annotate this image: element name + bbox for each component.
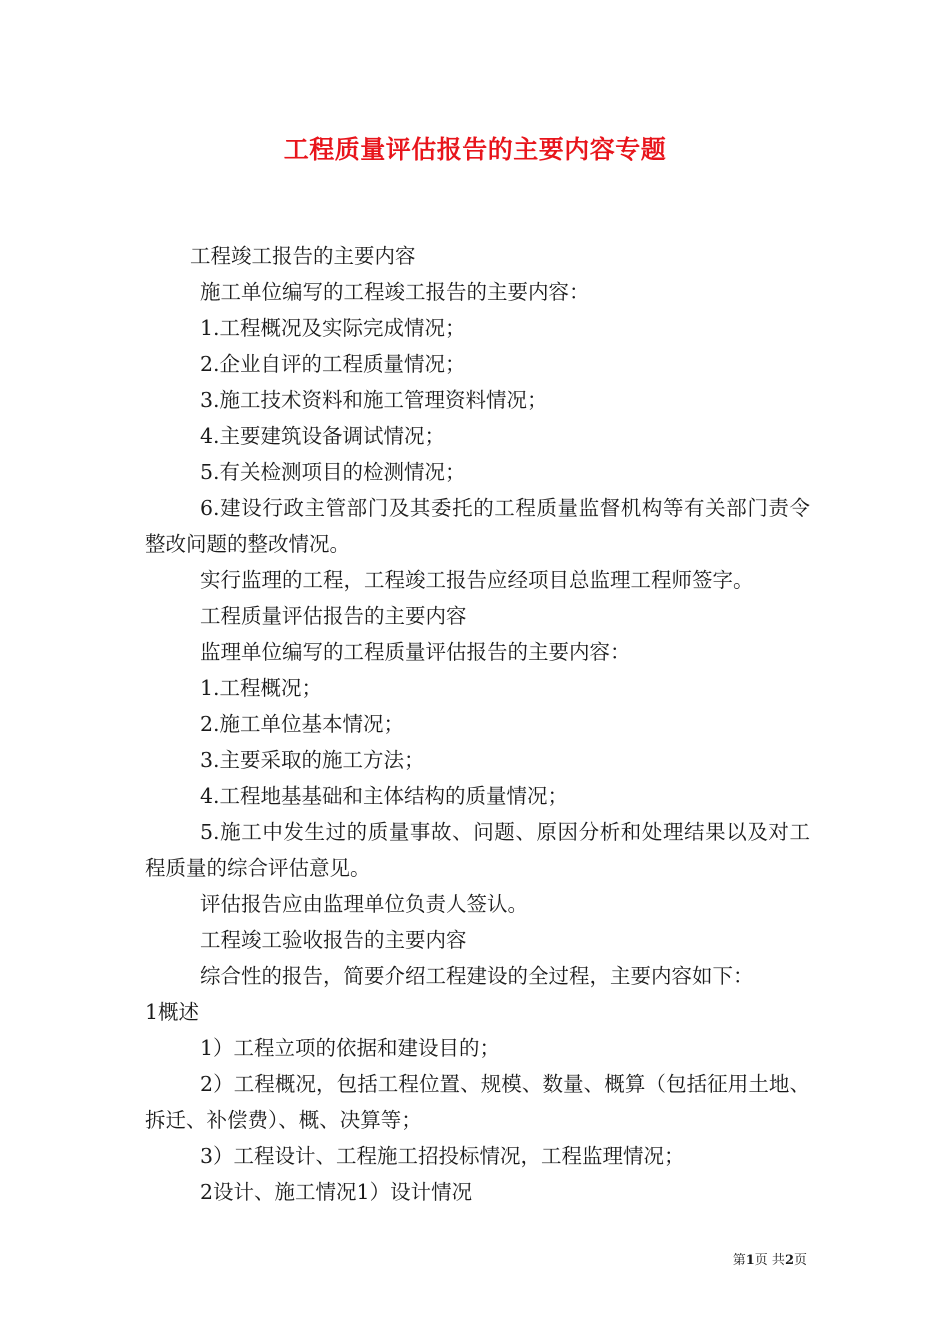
section-heading: 工程竣工验收报告的主要内容 [200, 928, 467, 952]
list-item: 5.有关检测项目的检测情况； [200, 460, 466, 484]
document-body [145, 238, 810, 1210]
list-item: 6.建设行政主管部门及其委托的工程质量监督机构等有关部门责令整改问题的整改情况。 [145, 496, 810, 556]
paragraph: 监理单位编写的工程质量评估报告的主要内容： [200, 640, 631, 664]
list-item: 4.主要建筑设备调试情况； [200, 424, 446, 448]
list-item: 1）工程立项的依据和建设目的； [200, 1036, 501, 1060]
list-item: 1.工程概况； [200, 676, 323, 700]
list-item: 5.施工中发生过的质量事故、问题、原因分析和处理结果以及对工程质量的综合评估意见。 [145, 820, 810, 880]
subsection-heading: 1概述 [145, 1000, 200, 1024]
footer-middle: 页 共 [754, 1253, 785, 1268]
total-pages-number: 2 [784, 1253, 794, 1268]
section-heading: 工程质量评估报告的主要内容 [200, 604, 467, 628]
list-item: 3.施工技术资料和施工管理资料情况； [200, 388, 548, 412]
page-footer [733, 1249, 807, 1268]
document-title: 工程质量评估报告的主要内容专题 [283, 135, 667, 164]
list-item: 2.施工单位基本情况； [200, 712, 405, 736]
paragraph: 评估报告应由监理单位负责人签认。 [200, 892, 528, 916]
current-page-number: 1 [745, 1253, 755, 1268]
footer-suffix: 页 [793, 1253, 807, 1268]
list-item: 3）工程设计、工程施工招投标情况，工程监理情况； [200, 1144, 685, 1168]
list-item: 4.工程地基基础和主体结构的质量情况； [200, 784, 569, 808]
footer-prefix: 第 [732, 1253, 746, 1268]
paragraph: 实行监理的工程，工程竣工报告应经项目总监理工程师签字。 [200, 568, 754, 592]
subsection-heading: 2设计、施工情况1）设计情况 [200, 1180, 473, 1204]
list-item: 2.企业自评的工程质量情况； [200, 352, 466, 376]
list-item: 3.主要采取的施工方法； [200, 748, 425, 772]
section-heading: 工程竣工报告的主要内容 [190, 244, 416, 268]
list-item: 2）工程概况，包括工程位置、规模、数量、概算（包括征用土地、拆迁、补偿费）、概、决算等； [145, 1072, 810, 1132]
list-item: 1.工程概况及实际完成情况； [200, 316, 466, 340]
paragraph: 施工单位编写的工程竣工报告的主要内容： [200, 280, 590, 304]
paragraph: 综合性的报告，简要介绍工程建设的全过程，主要内容如下： [200, 964, 754, 988]
